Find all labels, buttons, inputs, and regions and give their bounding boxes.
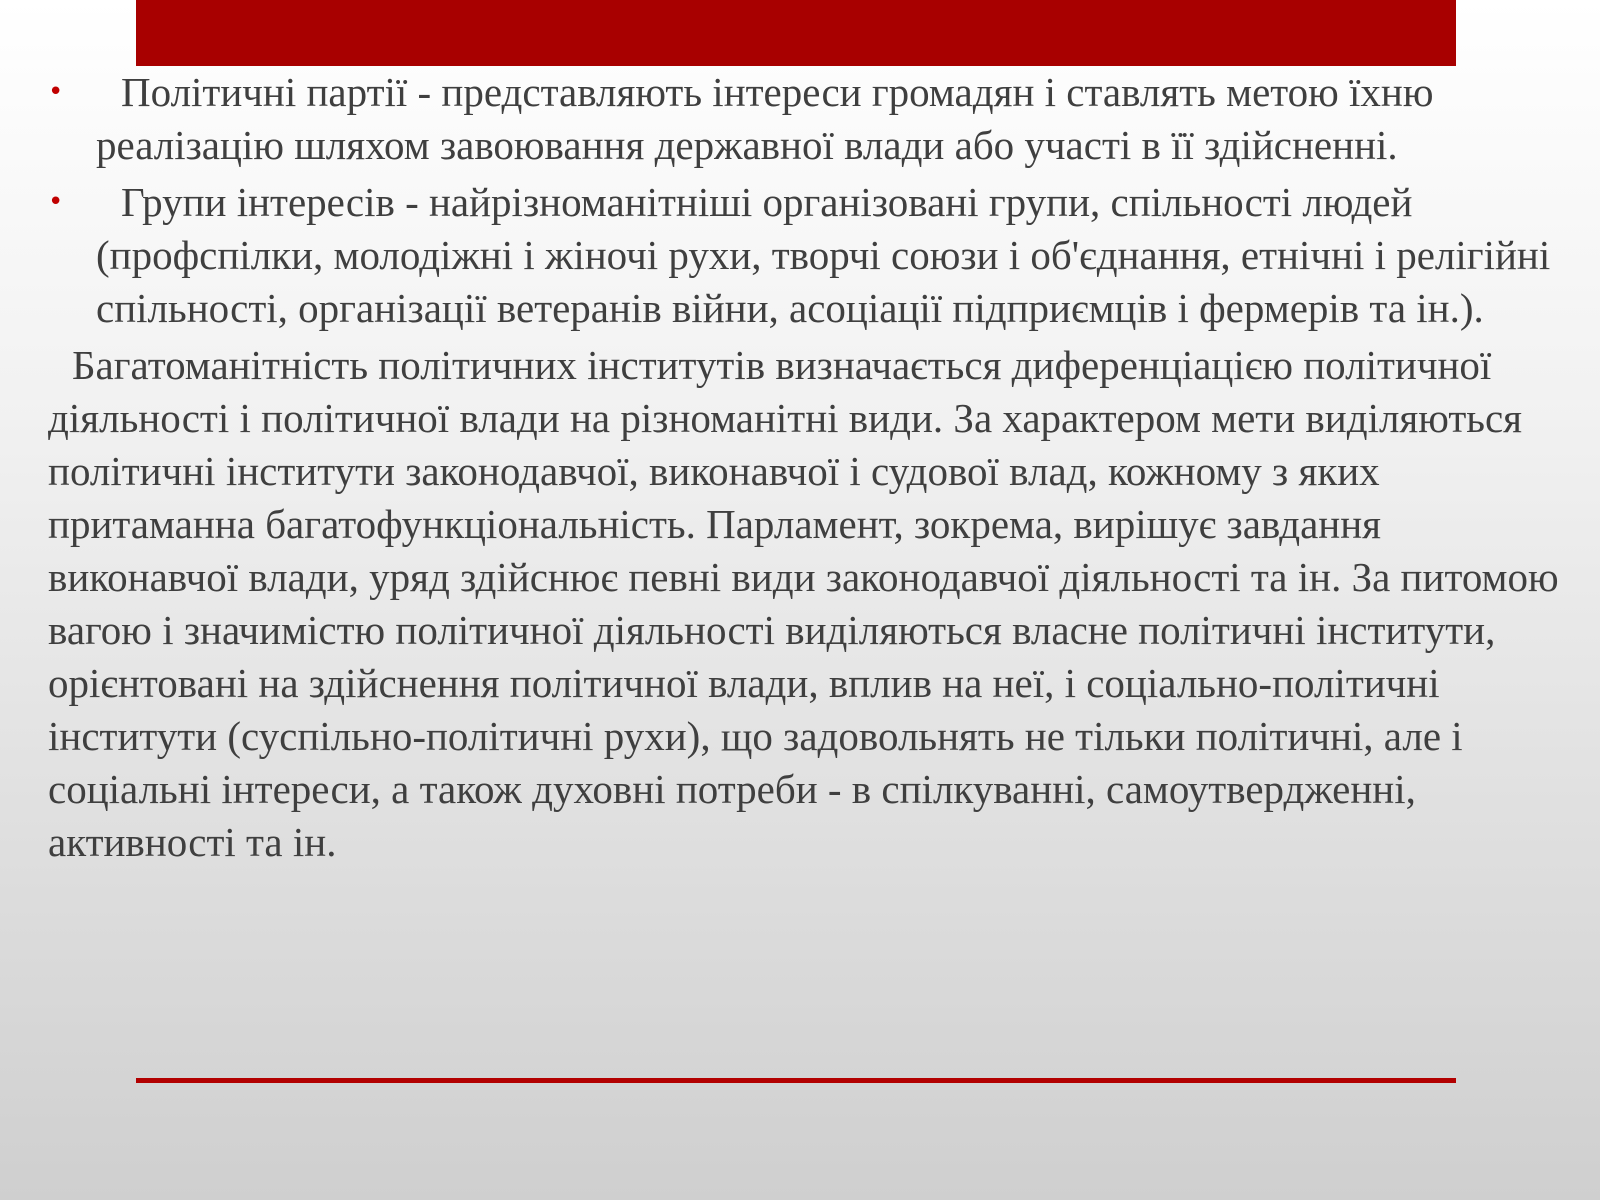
bullet-list — [48, 66, 1560, 335]
slide-content — [48, 66, 1560, 869]
bullet-text: Групи інтересів - найрізноманітніші організовані групи, спільності людей (профспілки, молодіжні і жіночі рухи, творчі союзи і об'єднання, етнічні і релігійні спільності, організації ветеранів війни, асоціації підприємців і фермерів та ін.). — [96, 179, 1551, 331]
bullet-text: Політичні партії - представляють інтереси громадян і ставлять метою їхню реалізацію шляхом завоювання державної влади або участі в її здійсненні. — [96, 69, 1434, 168]
body-paragraph: Багатоманітність політичних інститутів визначається диференціацією політичної діяльності і політичної влади на різноманітні види. За характером мети виділяються політичні інститути законодавчої, виконавчої і судової влад, кожному з яких притаманна багатофункціональність. Парламент, зокрема, вирішує завдання виконавчої влади, уряд здійснює певні види законодавчої діяльності та ін. За питомою вагою і значимістю політичної діяльності виділяються власне політичні інститути, орієнтовані на здійснення політичної влади, вплив на неї, і соціально-політичні інститути (суспільно-політичні рухи), що задовольнять не тільки політичні, але і соціальні інтереси, а також духовні потреби - в спілкуванні, самоутвердженні, активності та ін. — [48, 342, 1559, 865]
bullet-icon: • — [48, 187, 64, 217]
bullet-icon: • — [48, 77, 64, 107]
bullet-item-political-parties — [48, 66, 1560, 172]
bottom-accent-rule — [136, 1078, 1456, 1083]
top-accent-bar — [136, 0, 1456, 66]
bullet-item-interest-groups — [48, 176, 1560, 335]
